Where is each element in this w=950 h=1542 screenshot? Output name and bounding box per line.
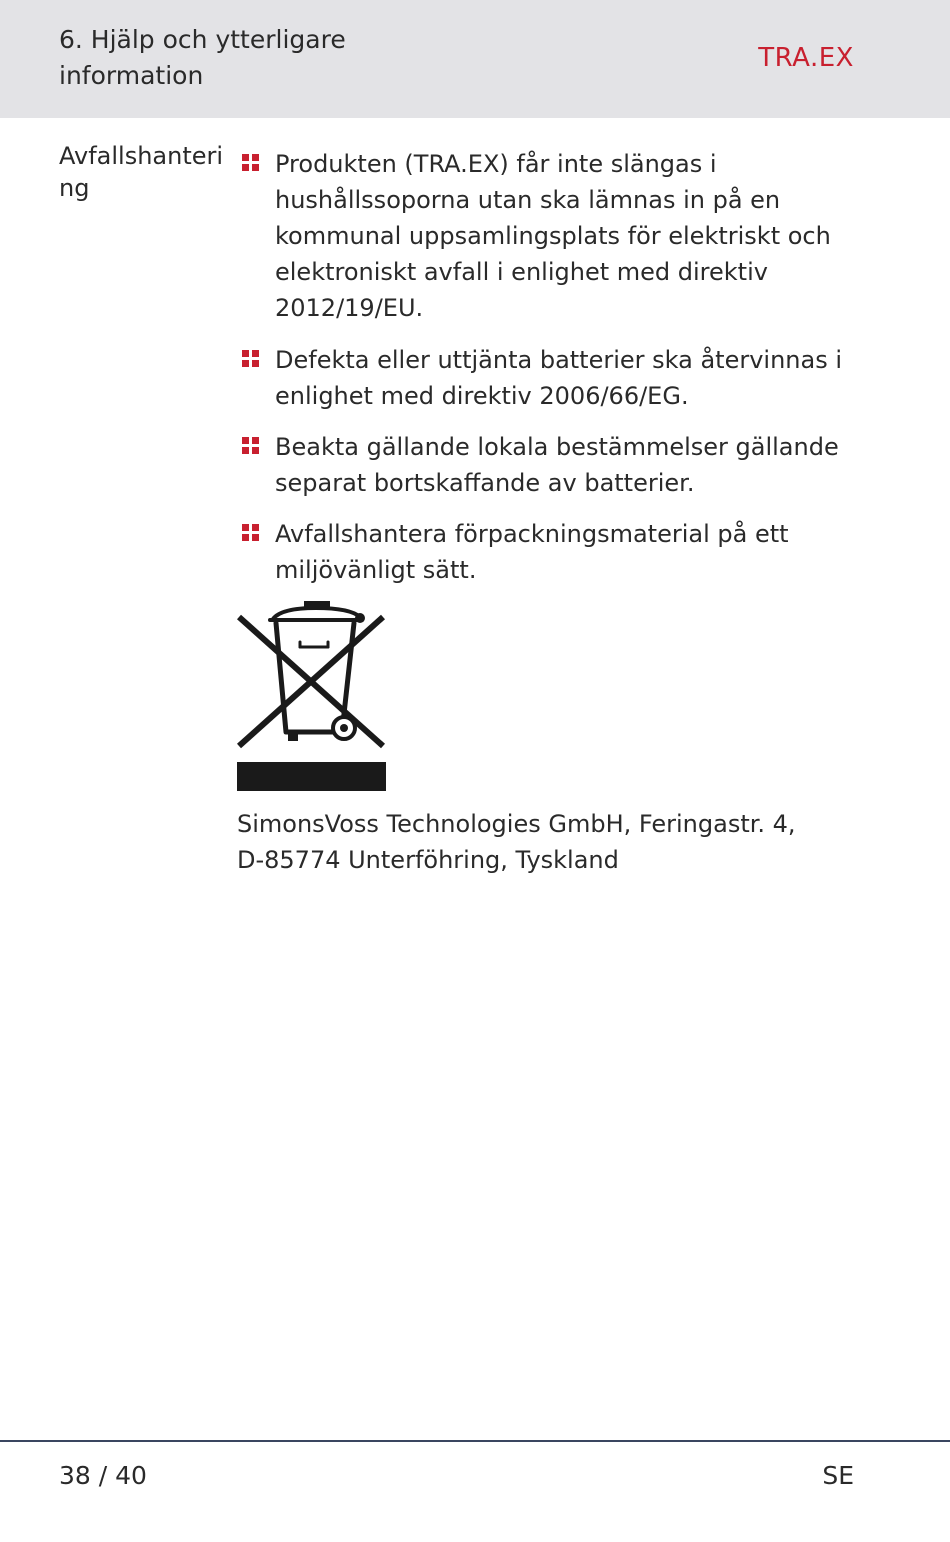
page-header bbox=[0, 0, 950, 118]
language-code: SE bbox=[822, 1461, 854, 1490]
manufacturer-address bbox=[237, 806, 877, 878]
section-label: Avfallshantering bbox=[59, 142, 224, 202]
bullet-icon bbox=[242, 350, 260, 368]
product-name: TRA.EX bbox=[758, 43, 854, 73]
bullet-icon bbox=[242, 154, 260, 172]
list-item-text: Defekta eller uttjänta batterier ska återvinnas i enlighet med direktiv 2006/66/EG. bbox=[275, 346, 843, 410]
crossed-out-wheelie-bin-icon bbox=[236, 600, 387, 792]
list-item bbox=[242, 342, 862, 414]
bullet-icon bbox=[242, 437, 260, 455]
chapter-title-line-1: 6. Hjälp och ytterligare bbox=[59, 25, 346, 54]
list-item-text: Beakta gällande lokala bestämmelser gällande separat bortskaffande av batterier. bbox=[275, 433, 839, 497]
page-number: 38 / 40 bbox=[59, 1461, 147, 1490]
bullet-icon bbox=[242, 524, 260, 542]
chapter-title-line-2: information bbox=[59, 61, 204, 90]
footer-divider bbox=[0, 1440, 950, 1442]
list-item bbox=[242, 516, 862, 588]
list-item-text: Avfallshantera förpackningsmaterial på ett miljövänligt sätt. bbox=[275, 520, 789, 584]
address-line-1: SimonsVoss Technologies GmbH, Feringastr. 4, bbox=[237, 810, 796, 838]
list-item bbox=[242, 429, 862, 501]
disposal-instructions-list bbox=[242, 146, 862, 588]
list-item bbox=[242, 146, 862, 326]
chapter-title bbox=[59, 22, 379, 94]
address-line-2: D-85774 Unterföhring, Tyskland bbox=[237, 846, 619, 874]
list-item-text: Produkten (TRA.EX) får inte slängas i hushållssoporna utan ska lämnas in på en kommunal uppsamlingsplats för elektriskt och elektroniskt avfall i enlighet med direktiv 2012/19/EU. bbox=[275, 150, 831, 322]
